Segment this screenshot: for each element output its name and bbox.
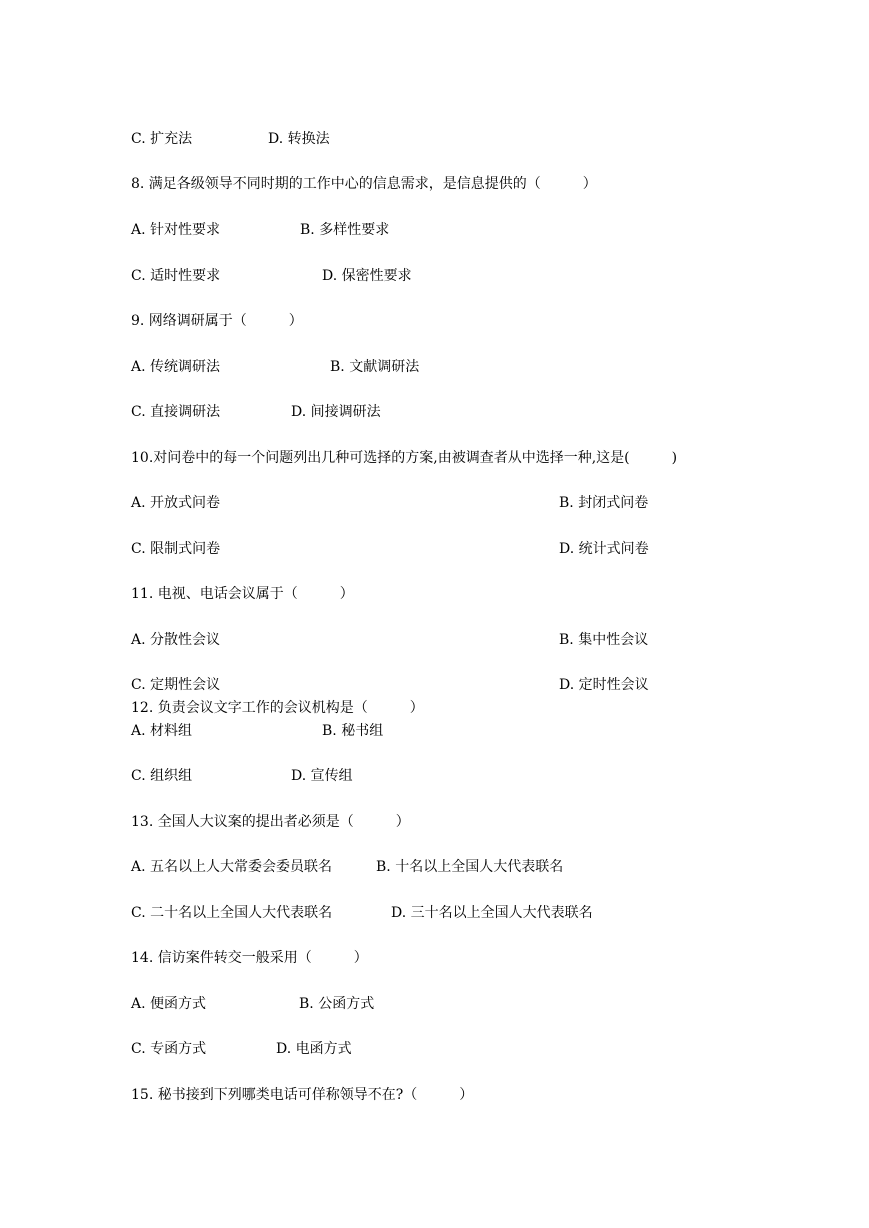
option-c-q12: C. 组织组	[131, 768, 193, 784]
option-c-q8: C. 适时性要求	[131, 268, 221, 284]
option-d-q13: D. 三十名以上全国人大代表联名	[391, 905, 593, 921]
option-b-q10: B. 封闭式问卷	[559, 495, 649, 511]
option-d-q11: D. 定时性会议	[559, 677, 649, 693]
question-10: 10.对问卷中的每一个问题列出几种可选择的方案,由被调查者从中选择一种,这是( )	[131, 450, 678, 466]
option-d-q7: D. 转换法	[268, 131, 330, 147]
option-b-q11: B. 集中性会议	[559, 632, 649, 648]
option-d-q8: D. 保密性要求	[322, 268, 412, 284]
question-13: 13. 全国人大议案的提出者必须是（ ）	[131, 814, 410, 830]
option-d-q12: D. 宣传组	[291, 768, 353, 784]
option-c-q10: C. 限制式问卷	[131, 541, 221, 557]
question-15: 15. 秘书接到下列哪类电话可佯称领导不在?（ ）	[131, 1087, 474, 1103]
option-b-q14: B. 公函方式	[299, 996, 375, 1012]
question-11: 11. 电视、电话会议属于（ ）	[131, 586, 354, 602]
option-c-q11: C. 定期性会议	[131, 677, 221, 693]
option-a-q11: A. 分散性会议	[131, 632, 221, 648]
option-c-q14: C. 专函方式	[131, 1041, 207, 1057]
option-a-q14: A. 便函方式	[131, 996, 207, 1012]
question-9: 9. 网络调研属于（ ）	[131, 313, 303, 329]
option-a-q9: A. 传统调研法	[131, 359, 221, 375]
option-b-q9: B. 文献调研法	[330, 359, 420, 375]
option-a-q12: A. 材料组	[131, 723, 193, 739]
option-a-q8: A. 针对性要求	[131, 222, 221, 238]
question-14: 14. 信访案件转交一般采用（ ）	[131, 950, 368, 966]
option-d-q14: D. 电函方式	[276, 1041, 352, 1057]
option-a-q10: A. 开放式问卷	[131, 495, 221, 511]
option-a-q13: A. 五名以上人大常委会委员联名	[131, 859, 333, 875]
option-c-q9: C. 直接调研法	[131, 404, 221, 420]
option-b-q13: B. 十名以上全国人大代表联名	[376, 859, 564, 875]
option-c-q7: C. 扩充法	[131, 131, 193, 147]
option-d-q10: D. 统计式问卷	[559, 541, 649, 557]
option-b-q8: B. 多样性要求	[300, 222, 390, 238]
question-8: 8. 满足各级领导不同时期的工作中心的信息需求，是信息提供的（ ）	[131, 176, 597, 192]
question-12: 12. 负责会议文字工作的会议机构是（ ）	[131, 700, 424, 716]
option-c-q13: C. 二十名以上全国人大代表联名	[131, 905, 333, 921]
option-b-q12: B. 秘书组	[322, 723, 384, 739]
option-d-q9: D. 间接调研法	[291, 404, 381, 420]
